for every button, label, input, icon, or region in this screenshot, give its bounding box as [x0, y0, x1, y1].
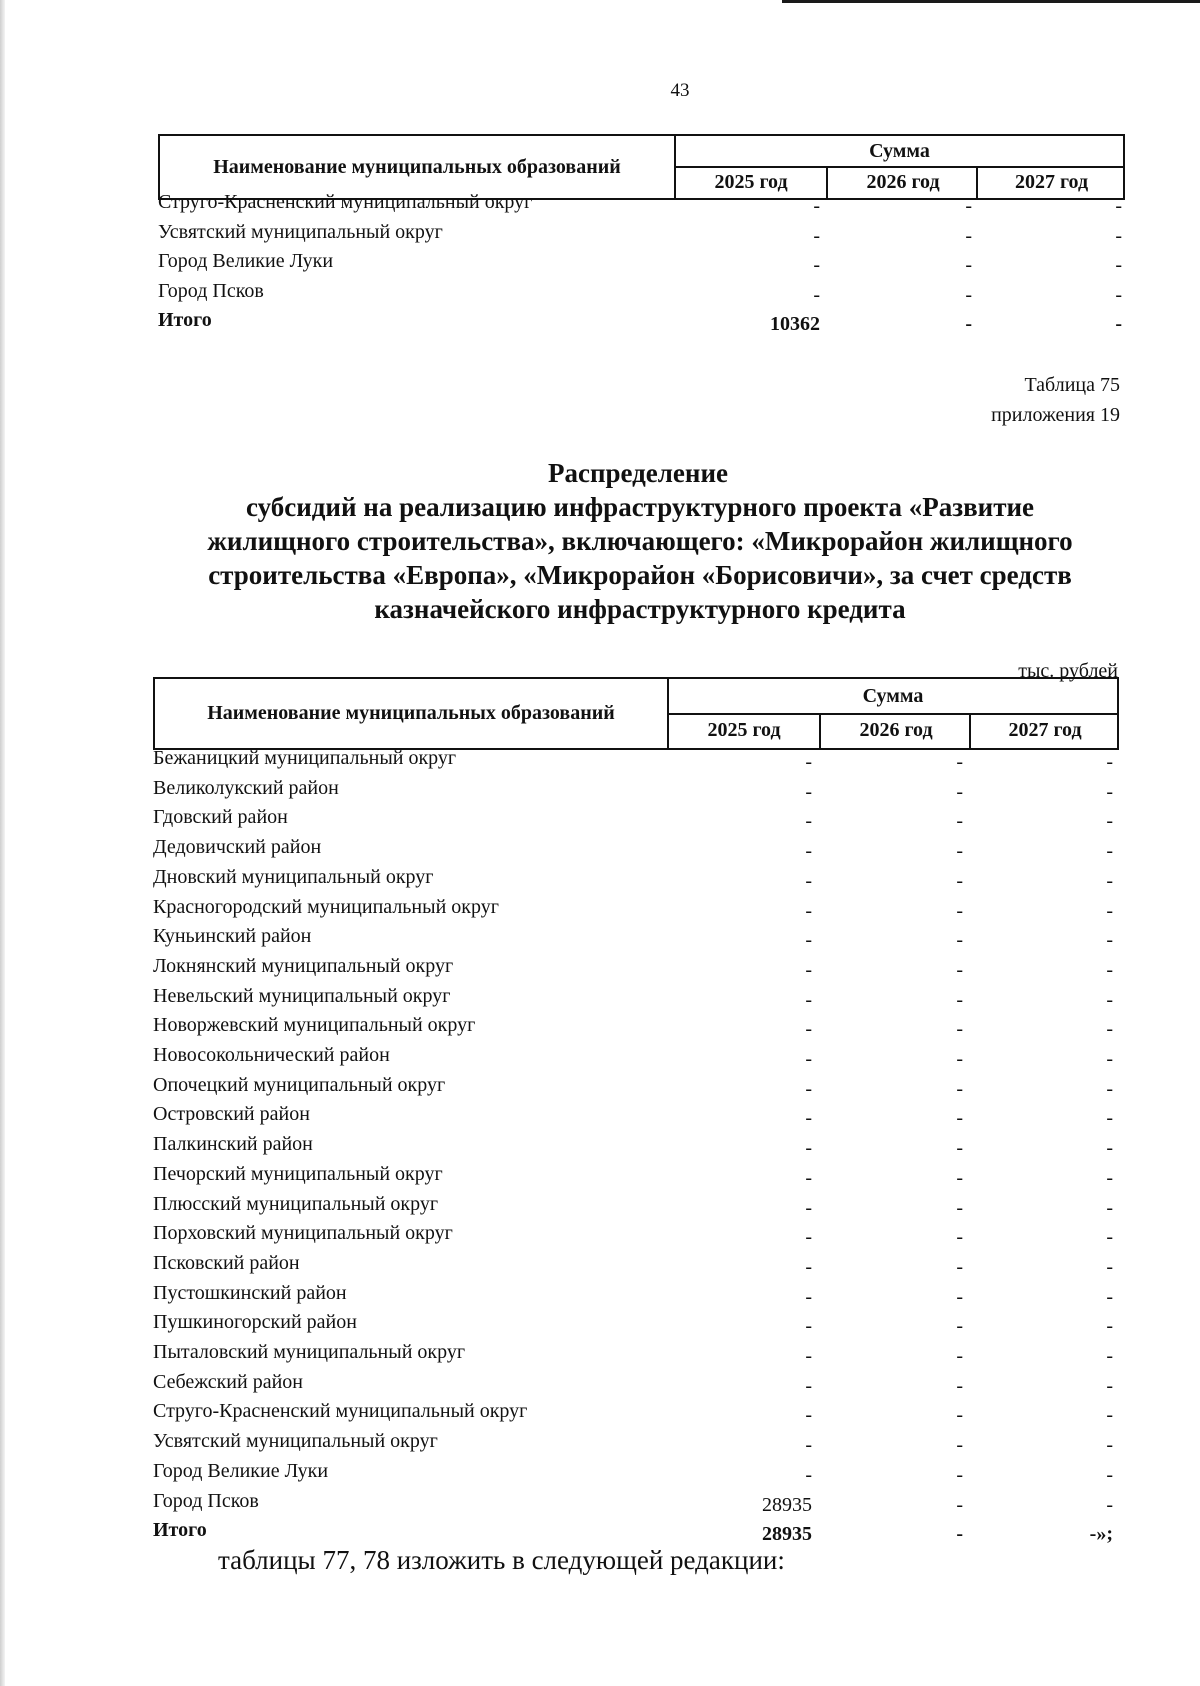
municipality-name: Опочецкий муниципальный округ — [153, 1073, 446, 1096]
title-heading: Распределение — [547, 458, 729, 488]
value-2025: - — [805, 1107, 812, 1130]
value-2025: - — [813, 195, 820, 217]
value-2027: - — [1106, 1285, 1113, 1308]
value-2025: - — [805, 988, 812, 1011]
value-2026: - — [956, 1345, 963, 1367]
table-row — [153, 1130, 1119, 1159]
table-row — [153, 1487, 1119, 1516]
value-2026: - — [956, 1226, 963, 1249]
municipality-name: Себежский район — [153, 1370, 303, 1393]
municipality-name: Город Великие Луки — [158, 250, 334, 272]
value-2027: - — [1106, 1345, 1113, 1367]
municipality-name: Невельский муниципальный округ — [153, 984, 451, 1007]
value-2026: - — [956, 840, 963, 863]
table-row — [153, 774, 1119, 803]
table-row — [158, 247, 1125, 276]
main-table-header-2026: 2026 год — [819, 713, 971, 748]
value-2026: - — [965, 283, 972, 306]
total-row — [158, 306, 1125, 335]
value-2027: - — [1106, 1493, 1113, 1516]
value-2025: - — [805, 869, 812, 892]
value-2027: - — [1106, 810, 1113, 833]
municipality-name: Новосокольнический район — [153, 1044, 390, 1066]
value-2026: - — [956, 988, 963, 1011]
value-2027: - — [1106, 1374, 1113, 1397]
top-table-header-name: Наименование муниципальных образований — [160, 136, 676, 198]
table-row — [153, 1041, 1119, 1070]
value-2025: - — [805, 1404, 812, 1427]
municipality-name: Печорский муниципальный округ — [153, 1162, 443, 1185]
value-2027: - — [1115, 283, 1122, 306]
value-2026: - — [965, 195, 972, 217]
value-2027: - — [1106, 1255, 1113, 1278]
value-2026: - — [956, 1493, 963, 1516]
value-2027: - — [1115, 313, 1122, 335]
value-2025: - — [805, 1018, 812, 1041]
value-2026: - — [956, 1166, 963, 1189]
value-2026: - — [956, 1196, 963, 1219]
municipality-name: Дедовичский район — [153, 836, 322, 859]
municipality-name: Островский район — [153, 1103, 310, 1126]
total-row — [153, 1516, 1119, 1545]
table-row — [153, 1100, 1119, 1129]
municipality-name: Город Великие Луки — [153, 1459, 329, 1482]
value-2027: - — [1106, 780, 1113, 803]
value-2027: - — [1106, 1018, 1113, 1041]
table-row — [158, 277, 1125, 306]
value-2026: - — [956, 810, 963, 833]
municipality-name: Усвятский муниципальный округ — [153, 1430, 438, 1453]
value-2027: - — [1106, 1404, 1113, 1427]
table-row — [153, 803, 1119, 832]
table-row — [153, 1279, 1119, 1308]
value-2026: - — [956, 1018, 963, 1041]
municipality-name: Красногородский муниципальный округ — [153, 895, 499, 918]
value-2026: - — [956, 869, 963, 892]
value-2025: - — [805, 840, 812, 863]
value-2025: - — [805, 1345, 812, 1367]
value-2027: - — [1106, 1166, 1113, 1189]
scan-edge-top — [782, 0, 1200, 3]
table-row — [153, 1190, 1119, 1219]
table-caption-number: Таблица 75 — [1024, 374, 1120, 396]
municipality-name: Куньинский район — [153, 925, 312, 948]
table-row — [153, 1249, 1119, 1278]
value-2027: - — [1106, 751, 1113, 773]
top-table-header-2027: 2027 год — [976, 166, 1125, 198]
value-2026: - — [956, 1434, 963, 1457]
value-2026: - — [956, 899, 963, 922]
municipality-name: Новоржевский муниципальный округ — [153, 1014, 476, 1037]
value-2025: - — [805, 1285, 812, 1308]
value-2025: - — [805, 1196, 812, 1219]
value-2027: - — [1106, 988, 1113, 1011]
table-row — [153, 1427, 1119, 1456]
value-2025: - — [805, 1048, 812, 1070]
value-2027: - — [1115, 254, 1122, 276]
table-row — [158, 218, 1125, 247]
value-2025: - — [805, 1463, 812, 1486]
table-row — [153, 1011, 1119, 1040]
table-row — [153, 1338, 1119, 1367]
table-row — [153, 863, 1119, 892]
table-row — [153, 1457, 1119, 1486]
municipality-name: Город Псков — [158, 279, 264, 302]
title-line: субсидий на реализацию инфраструктурного проекта «Развитие — [245, 492, 1035, 522]
value-2025: - — [813, 254, 820, 276]
table-row — [153, 1397, 1119, 1426]
title-line: строительства «Европа», «Микрорайон «Борисовичи», за счет средств — [208, 560, 1072, 590]
table-row — [153, 1219, 1119, 1248]
municipality-name: Палкинский район — [153, 1133, 313, 1156]
value-2027: - — [1106, 1107, 1113, 1130]
value-2025: - — [805, 958, 812, 981]
main-table-header — [153, 677, 1119, 750]
value-2027: - — [1115, 224, 1122, 247]
table-row — [153, 1308, 1119, 1337]
value-2025: - — [805, 1077, 812, 1100]
value-2025: - — [805, 1255, 812, 1278]
value-2027: - — [1106, 1434, 1113, 1457]
value-2027: - — [1115, 195, 1122, 217]
value-2026: - — [965, 224, 972, 247]
value-2026: - — [956, 1285, 963, 1308]
total-label: Итого — [153, 1519, 207, 1542]
municipality-name: Гдовский район — [153, 806, 288, 829]
units-label: тыс. рублей — [1018, 660, 1118, 682]
value-2025: - — [805, 1434, 812, 1457]
main-table-header-2025: 2025 год — [707, 719, 781, 741]
value-2025: - — [805, 929, 812, 952]
value-2025: - — [805, 780, 812, 803]
municipality-name: Усвятский муниципальный округ — [158, 220, 443, 243]
value-2025: - — [805, 810, 812, 833]
value-2027: - — [1106, 1196, 1113, 1219]
value-2025: - — [805, 1226, 812, 1249]
value-2025: - — [805, 899, 812, 922]
value-2025: 28935 — [762, 1523, 812, 1546]
value-2025: - — [805, 1374, 812, 1397]
value-2027: - — [1106, 958, 1113, 981]
municipality-name: Струго-Красненский муниципальный округ — [158, 191, 533, 213]
value-2027: - — [1106, 840, 1113, 863]
table-row — [153, 1071, 1119, 1100]
title-line: казначейского инфраструктурного кредита — [374, 594, 906, 624]
value-2026: - — [956, 1137, 963, 1160]
table-row — [153, 1368, 1119, 1397]
value-2025: - — [813, 283, 820, 306]
table-row — [158, 188, 1125, 217]
municipality-name: Порховский муниципальный округ — [153, 1222, 453, 1245]
table-row — [153, 893, 1119, 922]
value-2027: - — [1106, 1463, 1113, 1486]
municipality-name: Бежаницкий муниципальный округ — [153, 747, 457, 769]
page-number: 43 — [670, 80, 690, 101]
table-caption — [991, 370, 1120, 430]
value-2025: - — [805, 1166, 812, 1189]
value-2025: 28935 — [762, 1493, 812, 1516]
value-2027: - — [1106, 1315, 1113, 1338]
municipality-name: Дновский муниципальный округ — [153, 865, 434, 888]
value-2026: - — [965, 313, 972, 335]
municipality-name: Плюсский муниципальный округ — [153, 1192, 439, 1215]
table-row — [153, 744, 1119, 773]
value-2025: - — [805, 1315, 812, 1338]
value-2027: - — [1106, 1077, 1113, 1100]
value-2025: - — [813, 224, 820, 247]
value-2025: - — [805, 1137, 812, 1160]
top-table-header-2026: 2026 год — [826, 166, 978, 198]
municipality-name: Пустошкинский район — [153, 1281, 347, 1304]
table-row — [153, 982, 1119, 1011]
municipality-name: Пушкиногорский район — [153, 1311, 357, 1334]
value-2026: - — [956, 1077, 963, 1100]
value-2026: - — [956, 1048, 963, 1070]
value-2026: - — [965, 254, 972, 276]
value-2026: - — [956, 1107, 963, 1130]
table-row — [153, 1160, 1119, 1189]
value-2025: - — [805, 751, 812, 773]
table-row — [153, 922, 1119, 951]
municipality-name: Струго-Красненский муниципальный округ — [153, 1400, 528, 1423]
value-2027: - — [1106, 1137, 1113, 1160]
value-2027: - — [1106, 1226, 1113, 1249]
value-2027: - — [1106, 869, 1113, 892]
value-2027: -»; — [1089, 1523, 1113, 1546]
value-2026: - — [956, 751, 963, 773]
municipality-name: Пыталовский муниципальный округ — [153, 1341, 466, 1363]
value-2026: - — [956, 1374, 963, 1397]
main-table-header-sum: Сумма — [669, 679, 1117, 715]
table-caption-appendix: приложения 19 — [991, 404, 1120, 426]
value-2026: - — [956, 1523, 963, 1546]
municipality-name: Город Псков — [153, 1489, 259, 1512]
value-2026: - — [956, 1315, 963, 1338]
main-table-header-name: Наименование муниципальных образований — [155, 679, 669, 748]
title-line: жилищного строительства», включающего: «Микрорайон жилищного — [207, 526, 1073, 556]
value-2026: - — [956, 958, 963, 981]
table-row — [153, 952, 1119, 981]
footer-instruction: таблицы 77, 78 изложить в следующей редакции: — [218, 1545, 785, 1575]
value-2027: - — [1106, 899, 1113, 922]
municipality-name: Великолукский район — [153, 776, 339, 799]
value-2026: - — [956, 929, 963, 952]
value-2025: 10362 — [770, 313, 820, 335]
table-row — [153, 833, 1119, 862]
top-table-header-sum: Сумма — [676, 136, 1123, 168]
municipality-name: Псковский район — [153, 1251, 300, 1274]
total-label: Итого — [158, 309, 212, 331]
scan-edge-left — [0, 0, 5, 1686]
main-table-header-2027: 2027 год — [969, 713, 1119, 748]
value-2027: - — [1106, 929, 1113, 952]
top-table-header-2025: 2025 год — [714, 170, 788, 193]
municipality-name: Локнянский муниципальный округ — [153, 954, 454, 977]
value-2026: - — [956, 780, 963, 803]
value-2026: - — [956, 1404, 963, 1427]
value-2026: - — [956, 1255, 963, 1278]
value-2027: - — [1106, 1048, 1113, 1070]
value-2026: - — [956, 1463, 963, 1486]
